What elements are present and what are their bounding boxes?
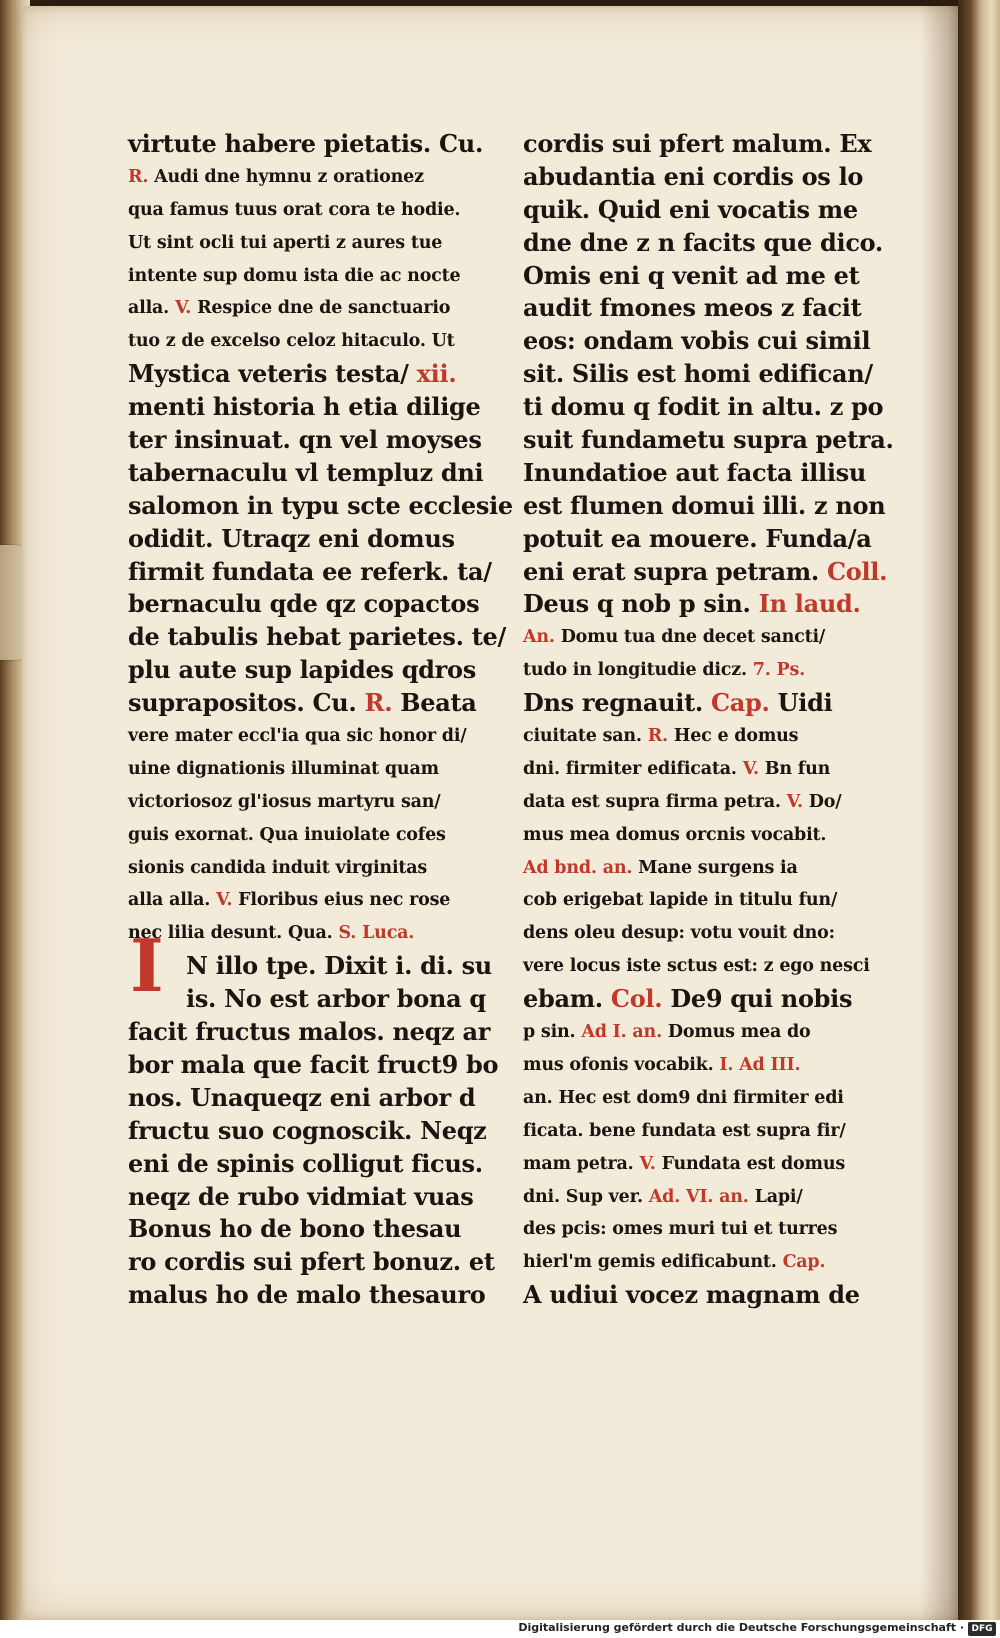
text-line: Inundatioe aut facta illisu	[523, 457, 866, 487]
text-line: sit. Silis est homi edifican/	[523, 359, 873, 389]
text-line: potuit ea mouere. Funda/a	[523, 523, 872, 553]
text-line: an. Hec est dom9 dni firmiter edi	[523, 1087, 844, 1108]
text-line: tuo z de excelso celoz hitaculo. Ut	[128, 331, 455, 352]
text-line: R. Audi dne hymnu z orationez	[128, 166, 424, 187]
text-line: uine dignationis illuminat quam	[128, 758, 439, 779]
text-line: nec lilia desunt. Qua. S. Luca.	[128, 923, 415, 944]
text-line: qua famus tuus orat cora te hodie.	[128, 199, 461, 220]
text-line: suit fundametu supra petra.	[523, 425, 894, 455]
text-line: audit fmones meos z facit	[523, 293, 862, 323]
text-line: neqz de rubo vidmiat vuas	[128, 1181, 474, 1211]
text-line: guis exornat. Qua inuiolate cofes	[128, 824, 446, 845]
text-line: ebam. Col. De9 qui nobis	[523, 984, 853, 1014]
text-line: is. No est arbor bona q	[186, 984, 486, 1014]
text-line: sionis candida induit virginitas	[128, 857, 428, 878]
text-line: abudantia eni cordis os lo	[523, 161, 864, 191]
text-line: N illo tpe. Dixit i. di. su	[186, 951, 492, 981]
text-line: A udiui vocez magnam de	[523, 1280, 860, 1310]
text-line: dni. firmiter edificata. V. Bn fun	[523, 758, 831, 779]
text-line: ciuitate san. R. Hec e domus	[523, 726, 799, 747]
text-line: plu aute sup lapides qdros	[128, 655, 476, 685]
text-line: Omis eni q venit ad me et	[523, 260, 860, 290]
text-line: vere mater eccl'ia qua sic honor di/	[128, 726, 467, 747]
text-line: suprapositos. Cu. R. Beata	[128, 688, 477, 718]
text-line: bor mala que facit fruct9 bo	[128, 1049, 499, 1079]
text-line: tabernaculu vl templuz dni	[128, 457, 484, 487]
text-line: ro cordis sui pfert bonuz. et	[128, 1247, 495, 1277]
text-line: ti domu q fodit in altu. z po	[523, 392, 884, 422]
text-line: firmit fundata ee referk. ta/	[128, 556, 492, 586]
text-line: mus ofonis vocabik. I. Ad III.	[523, 1054, 801, 1075]
text-line: eni de spinis colligut ficus.	[128, 1148, 483, 1178]
text-line: nos. Unaqueqz eni arbor d	[128, 1082, 476, 1112]
text-line: mam petra. V. Fundata est domus	[523, 1153, 845, 1174]
text-line: de tabulis hebat parietes. te/	[128, 622, 506, 652]
text-line: facit fructus malos. neqz ar	[128, 1017, 491, 1047]
text-line: An. Domu tua dne decet sancti/	[523, 627, 826, 648]
text-line: odidit. Utraqz eni domus	[128, 523, 455, 553]
text-line: alla. V. Respice dne de sanctuario	[128, 298, 451, 319]
text-line: vere locus iste sctus est: z ego nesci	[523, 956, 870, 977]
right-page-edge	[958, 0, 1000, 1620]
text-line: mus mea domus orcnis vocabit.	[523, 824, 827, 845]
dfg-logo: DFG	[968, 1622, 996, 1636]
text-line: Dns regnauit. Cap. Uidi	[523, 688, 833, 718]
text-line: hierl'm gemis edificabunt. Cap.	[523, 1252, 826, 1273]
text-line: quik. Quid eni vocatis me	[523, 194, 858, 224]
text-line: dens oleu desup: votu vouit dno:	[523, 923, 835, 944]
text-line: Mystica veteris testa/ xii.	[128, 359, 457, 389]
left-text-column	[128, 128, 513, 1312]
text-line: des pcis: omes muri tui et turres	[523, 1219, 838, 1240]
text-line: fructu suo cognoscik. Neqz	[128, 1115, 487, 1145]
text-line: tudo in longitudie dicz. 7. Ps.	[523, 660, 806, 681]
decorated-initial: I	[130, 923, 164, 1008]
text-line: alla alla. V. Floribus eius nec rose	[128, 890, 451, 911]
right-text-column	[523, 128, 911, 1312]
text-line: Ut sint ocli tui aperti z aures tue	[128, 232, 443, 253]
text-line: Deus q nob p sin. In laud.	[523, 589, 861, 619]
text-line: Bonus ho de bono thesau	[128, 1214, 462, 1244]
footer-credit: Digitalisierung gefördert durch die Deutsche Forschungsgemeinschaft ·	[518, 1621, 964, 1634]
text-line: malus ho de malo thesauro	[128, 1280, 486, 1310]
text-line: ter insinuat. qn vel moyses	[128, 425, 482, 455]
text-line: intente sup domu ista die ac nocte	[128, 265, 461, 286]
text-line: menti historia h etia dilige	[128, 392, 481, 422]
text-line: Ad bnd. an. Mane surgens ia	[523, 857, 798, 878]
text-line: virtute habere pietatis. Cu.	[128, 129, 484, 158]
text-line: est flumen domui illi. z non	[523, 490, 886, 520]
text-line: eos: ondam vobis cui simil	[523, 326, 871, 356]
text-line: p sin. Ad I. an. Domus mea do	[523, 1022, 811, 1043]
text-line: eni erat supra petram. Coll.	[523, 556, 888, 586]
text-line: bernaculu qde qz copactos	[128, 589, 480, 619]
text-line: cob erigebat lapide in titulu fun/	[523, 890, 838, 911]
text-line: data est supra firma petra. V. Do/	[523, 791, 842, 812]
text-line: cordis sui pfert malum. Ex	[523, 129, 872, 158]
text-line: victoriosoz gl'iosus martyru san/	[128, 791, 441, 812]
text-line: dni. Sup ver. Ad. VI. an. Lapi/	[523, 1186, 803, 1207]
text-line: dne dne z n facits que dico.	[523, 227, 883, 257]
text-line: ficata. bene fundata est supra fir/	[523, 1120, 846, 1141]
text-line: salomon in typu scte ecclesie	[128, 490, 513, 520]
